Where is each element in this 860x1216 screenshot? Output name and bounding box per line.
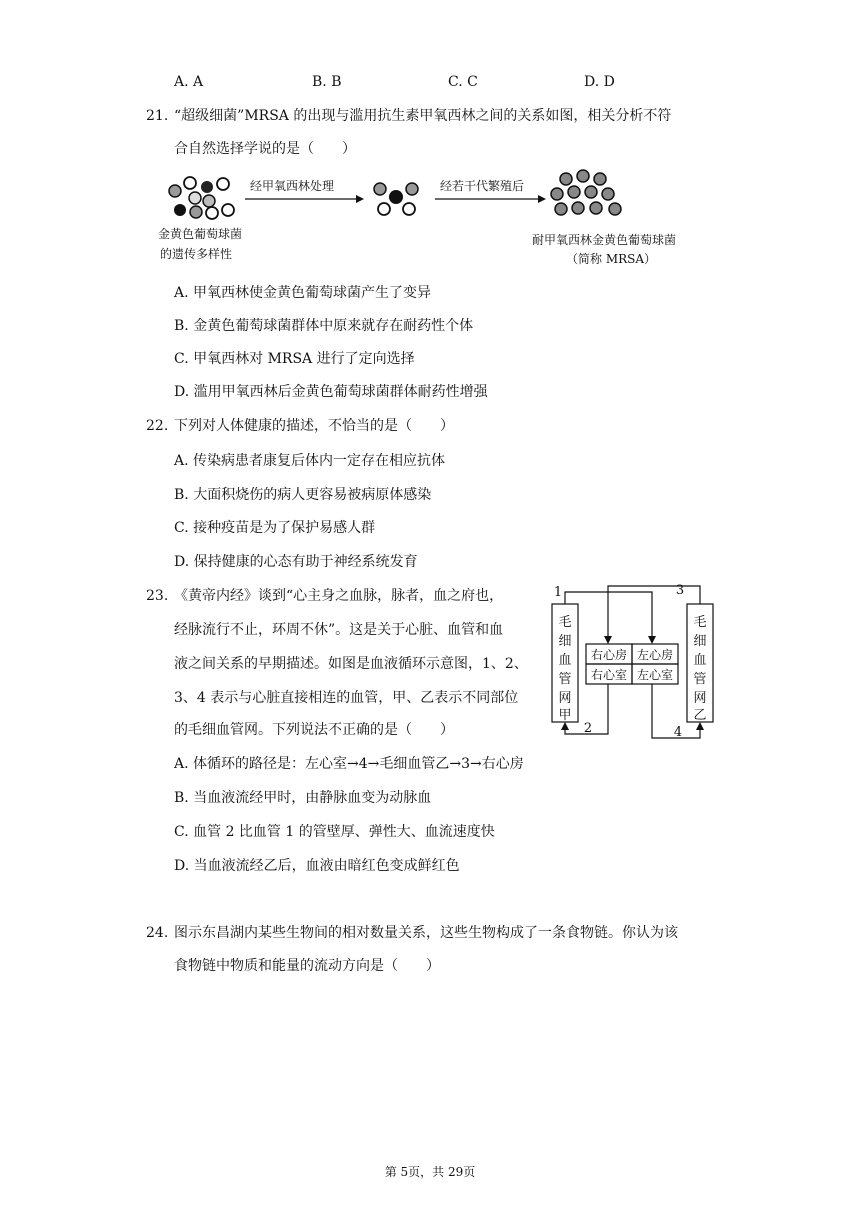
q23-stem-line2: 经脉流行不止，环周不休”。这是关于心脏、血管和血: [174, 622, 504, 638]
right-atrium-label: 右心房: [590, 648, 628, 662]
q21-option-c: C. 甲氧西林对 MRSA 进行了定向选择: [174, 351, 415, 367]
page-footer: 第 5页，共 29页: [384, 1165, 476, 1179]
q22-option-a: A. 传染病患者康复后体内一定存在相应抗体: [174, 453, 446, 469]
q23-option-a: A. 体循环的路径是：左心室→4→毛细血管乙→3→右心房: [174, 756, 524, 772]
vessel-4-number: 4: [673, 725, 683, 740]
bacteria-cluster-right: [551, 170, 621, 215]
vessel-3-number: 3: [675, 583, 685, 598]
vessel-2-number: 2: [583, 721, 593, 736]
q20-option-c: C. C: [448, 74, 478, 90]
left-label-1: 金黄色葡萄球菌: [158, 227, 243, 241]
q23-stem-line1: 《黄帝内经》谈到“心主身之血脉，脉者，血之府也，: [174, 588, 504, 604]
q21-bacteria-figure: [150, 168, 720, 270]
q23-stem-line5: 的毛细血管网。下列说法不正确的是（ ）: [174, 722, 454, 738]
yi-char-6: 乙: [693, 708, 707, 723]
q23-stem-line3: 液之间关系的早期描述。如图是血液循环示意图，1、2、: [174, 656, 528, 672]
q21-option-a: A. 甲氧西林使金黄色葡萄球菌产生了变异: [174, 285, 432, 301]
jia-char-4: 管: [558, 672, 572, 687]
arrow-1-label: 经甲氧西林处理: [250, 179, 335, 193]
q20-option-d: D. D: [584, 74, 615, 90]
jia-char-2: 细: [558, 634, 572, 649]
jia-char-6: 甲: [558, 708, 572, 723]
q22-option-b: B. 大面积烧伤的病人更容易被病原体感染: [174, 487, 432, 503]
blood-circulation-diagram: [548, 578, 720, 744]
yi-char-2: 细: [693, 634, 707, 649]
q23-option-d: D. 当血液流经乙后，血液由暗红色变成鲜红色: [174, 858, 460, 874]
q21-stem-line1: “超级细菌”MRSA 的出现与滥用抗生素甲氧西林之间的关系如图，相关分析不符: [174, 108, 672, 124]
q20-option-b: B. B: [312, 74, 342, 90]
q23-stem-line4: 3、4 表示与心脏直接相连的血管，甲、乙表示不同部位: [174, 690, 519, 706]
q21-option-d: D. 滥用甲氧西林后金黄色葡萄球菌群体耐药性增强: [174, 384, 488, 400]
yi-char-3: 血: [693, 653, 707, 668]
q22-option-c: C. 接种疫苗是为了保护易感人群: [174, 520, 376, 536]
right-ventricle-label: 右心室: [590, 668, 628, 682]
q20-option-a: A. A: [174, 74, 204, 90]
jia-char-3: 血: [558, 653, 572, 668]
jia-char-5: 网: [558, 691, 572, 706]
q24-number: 24.: [146, 925, 169, 941]
q21-number: 21.: [146, 108, 169, 124]
q23-option-c: C. 血管 2 比血管 1 的管壁厚、弹性大、血流速度快: [174, 824, 495, 840]
yi-char-5: 网: [693, 691, 707, 706]
vessel-3: [608, 586, 700, 638]
q24-stem-line1: 图示东昌湖内某些生物间的相对数量关系，这些生物构成了一条食物链。你认为该: [174, 925, 678, 941]
vessel-1-number: 1: [553, 585, 563, 600]
bacteria-cluster-middle: [374, 183, 418, 215]
right-label-1: 耐甲氧西林金黄色葡萄球菌: [532, 233, 677, 247]
left-ventricle-label: 左心室: [636, 668, 674, 682]
right-label-2: （简称 MRSA）: [566, 252, 657, 266]
left-label-2: 的遗传多样性: [160, 247, 233, 261]
arrow-2-label: 经若干代繁殖后: [440, 179, 525, 193]
q21-stem-line2: 合自然选择学说的是（ ）: [174, 141, 356, 157]
yi-char-4: 管: [693, 672, 707, 687]
q21-option-b: B. 金黄色葡萄球菌群体中原来就存在耐药性个体: [174, 318, 474, 334]
q23-number: 23.: [146, 588, 169, 604]
q23-option-b: B. 当血液流经甲时，由静脉血变为动脉血: [174, 790, 432, 806]
yi-char-1: 毛: [693, 615, 707, 630]
q24-stem-line2: 食物链中物质和能量的流动方向是（ ）: [174, 958, 440, 974]
bacteria-cluster-left: [169, 177, 234, 219]
q22-option-d: D. 保持健康的心态有助于神经系统发育: [174, 554, 418, 570]
q22-number: 22.: [146, 418, 169, 434]
left-atrium-label: 左心房: [636, 648, 674, 662]
jia-char-1: 毛: [558, 615, 572, 630]
q22-stem: 下列对人体健康的描述，不恰当的是（ ）: [174, 418, 454, 434]
